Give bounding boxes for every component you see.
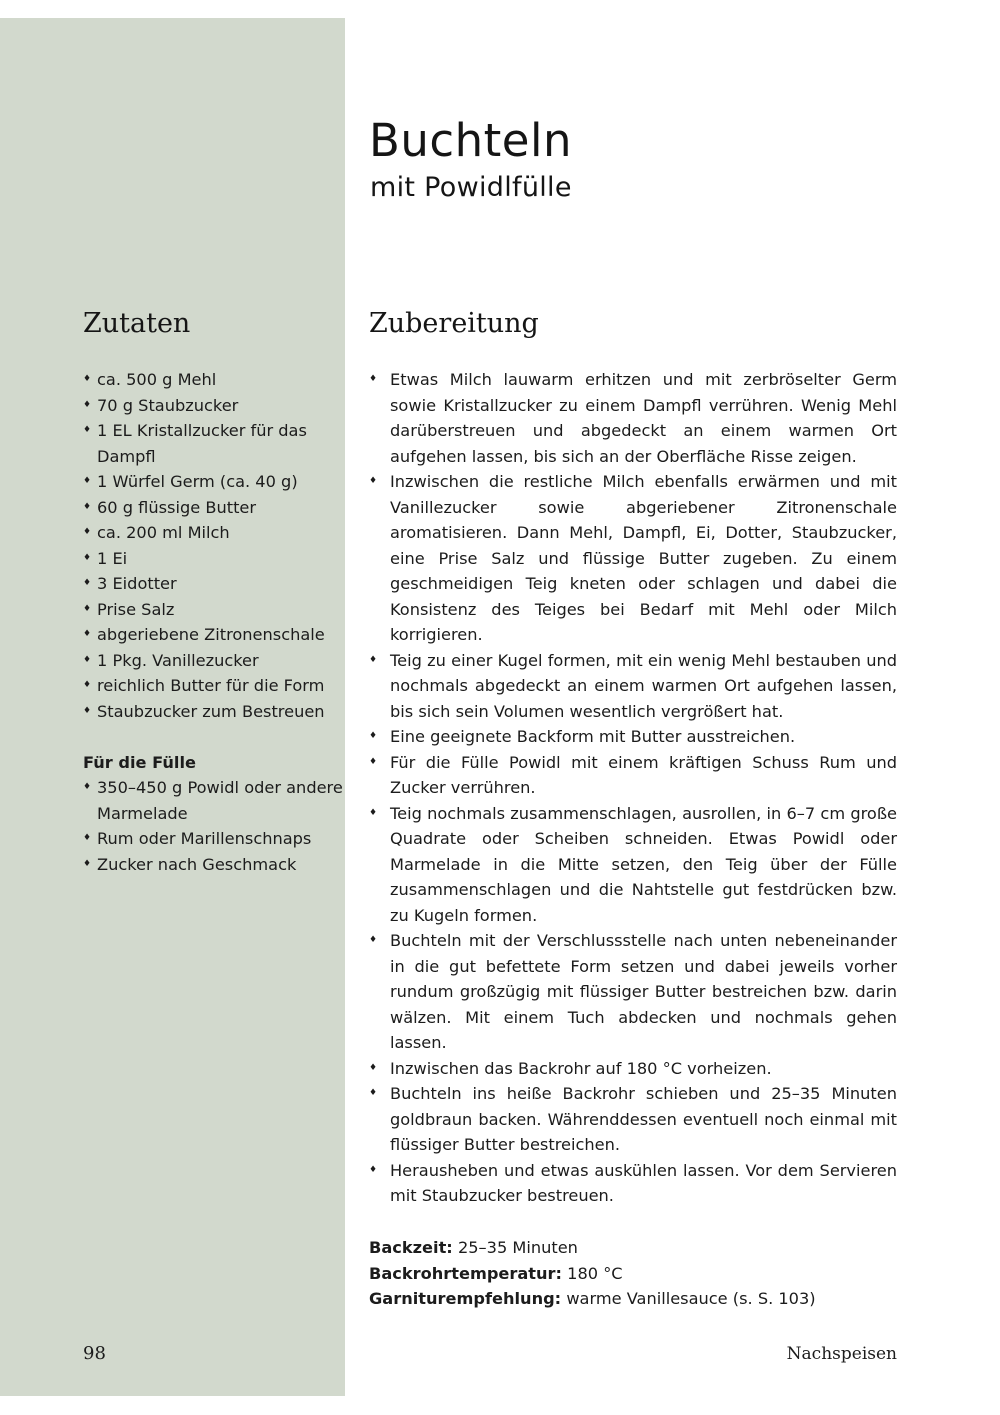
bake-time-value: 25–35 Minuten bbox=[457, 1238, 578, 1257]
chapter-name: Nachspeisen bbox=[786, 1344, 897, 1364]
ingredient-item: ♦ 1 Ei bbox=[83, 546, 343, 572]
preparation-step: ♦ Teig zu einer Kugel formen, mit ein wenig Mehl bestauben und nochmals abgedeckt an einem warmen Ort aufgehen lassen, bis sich sein Volumen wesentlich vergrößert hat. bbox=[369, 648, 897, 725]
ingredient-item: ♦ ca. 500 g Mehl bbox=[83, 367, 343, 393]
preparation-section bbox=[369, 367, 897, 1209]
ingredients-heading: Zutaten bbox=[83, 308, 191, 339]
ingredient-item: ♦ 1 Würfel Germ (ca. 40 g) bbox=[83, 469, 343, 495]
filling-ingredient-item: ♦ 350–450 g Powidl oder andere Marmelade bbox=[83, 775, 343, 826]
ingredient-item: ♦ 1 EL Kristallzucker für das Dampfl bbox=[83, 418, 343, 469]
ingredient-item: ♦ 3 Eidotter bbox=[83, 571, 343, 597]
recipe-subtitle: mit Powidlfülle bbox=[370, 172, 572, 203]
ingredient-item: ♦ Staubzucker zum Bestreuen bbox=[83, 699, 343, 725]
ingredient-item: ♦ 1 Pkg. Vanillezucker bbox=[83, 648, 343, 674]
preparation-step: ♦ Herausheben und etwas auskühlen lassen. Vor dem Servieren mit Staubzucker bestreuen. bbox=[369, 1158, 897, 1209]
ingredient-item: ♦ ca. 200 ml Milch bbox=[83, 520, 343, 546]
bake-time-row bbox=[369, 1235, 816, 1261]
ingredient-item: ♦ 70 g Staubzucker bbox=[83, 393, 343, 419]
garnish-label: Garniturempfehlung: bbox=[369, 1289, 562, 1308]
ingredient-item: ♦ Prise Salz bbox=[83, 597, 343, 623]
filling-heading: Für die Fülle bbox=[83, 752, 196, 772]
preparation-heading: Zubereitung bbox=[369, 308, 539, 339]
preparation-step: ♦ Für die Fülle Powidl mit einem kräftigen Schuss Rum und Zucker verrühren. bbox=[369, 750, 897, 801]
recipe-title: Buchteln bbox=[369, 114, 573, 167]
preparation-step: ♦ Buchteln ins heiße Backrohr schieben und 25–35 Minuten goldbraun backen. Währenddessen eventuell noch einmal mit flüssiger Butter bestreichen. bbox=[369, 1081, 897, 1158]
oven-temperature-label: Backrohrtemperatur: bbox=[369, 1263, 563, 1283]
garnish-row bbox=[369, 1286, 816, 1312]
preparation-steps-list bbox=[369, 367, 897, 1209]
page-number: 98 bbox=[83, 1343, 106, 1364]
ingredients-section bbox=[83, 367, 343, 877]
garnish-value: warme Vanillesauce (s. S. 103) bbox=[566, 1289, 816, 1308]
preparation-step: ♦ Inzwischen das Backrohr auf 180 °C vorheizen. bbox=[369, 1056, 897, 1082]
bake-time-label: Backzeit: bbox=[369, 1238, 453, 1257]
preparation-step: ♦ Buchteln mit der Verschlussstelle nach unten nebeneinander in die gut befettete Form setzen und dabei jeweils vorher rundum großzügig mit flüssiger Butter bestreichen bzw. darin wälzen. Mit einem Tuch abdecken und nochmals gehen lassen. bbox=[369, 928, 897, 1056]
oven-temperature-value: 180 °C bbox=[567, 1263, 623, 1283]
ingredient-item: ♦ 60 g flüssige Butter bbox=[83, 495, 343, 521]
filling-ingredient-item: ♦ Zucker nach Geschmack bbox=[83, 852, 343, 878]
oven-temperature-row bbox=[369, 1261, 816, 1287]
filling-ingredient-item: ♦ Rum oder Marillenschnaps bbox=[83, 826, 343, 852]
ingredient-item: ♦ abgeriebene Zitronenschale bbox=[83, 622, 343, 648]
recipe-facts bbox=[369, 1235, 816, 1312]
preparation-step: ♦ Etwas Milch lauwarm erhitzen und mit zerbröselter Germ sowie Kristallzucker zu einem Dampfl verrühren. Wenig Mehl darüberstreuen und abgedeckt an einem warmen Ort aufgehen lassen, bis sich an der Oberfläche Risse zeigen. bbox=[369, 367, 897, 469]
filling-ingredient-list bbox=[83, 775, 343, 877]
ingredient-item: ♦ reichlich Butter für die Form bbox=[83, 673, 343, 699]
preparation-step: ♦ Inzwischen die restliche Milch ebenfalls erwärmen und mit Vanillezucker sowie abgeriebener Zitronenschale aromatisieren. Dann Mehl, Dampfl, Ei, Dotter, Staubzucker, eine Prise Salz und flüssige Butter zugeben. Zu einem geschmeidigen Teig kneten oder schlagen und dabei die Konsistenz des Teiges bei Bedarf mit Mehl oder Milch korrigieren. bbox=[369, 469, 897, 648]
preparation-step: ♦ Teig nochmals zusammenschlagen, ausrollen, in 6–7 cm große Quadrate oder Scheiben schneiden. Etwas Powidl oder Marmelade in die Mitte setzen, den Teig über der Fülle zusammenschlagen und die Nahtstelle gut festdrücken bzw. zu Kugeln formen. bbox=[369, 801, 897, 929]
ingredient-list bbox=[83, 367, 343, 724]
preparation-step: ♦ Eine geeignete Backform mit Butter ausstreichen. bbox=[369, 724, 897, 750]
